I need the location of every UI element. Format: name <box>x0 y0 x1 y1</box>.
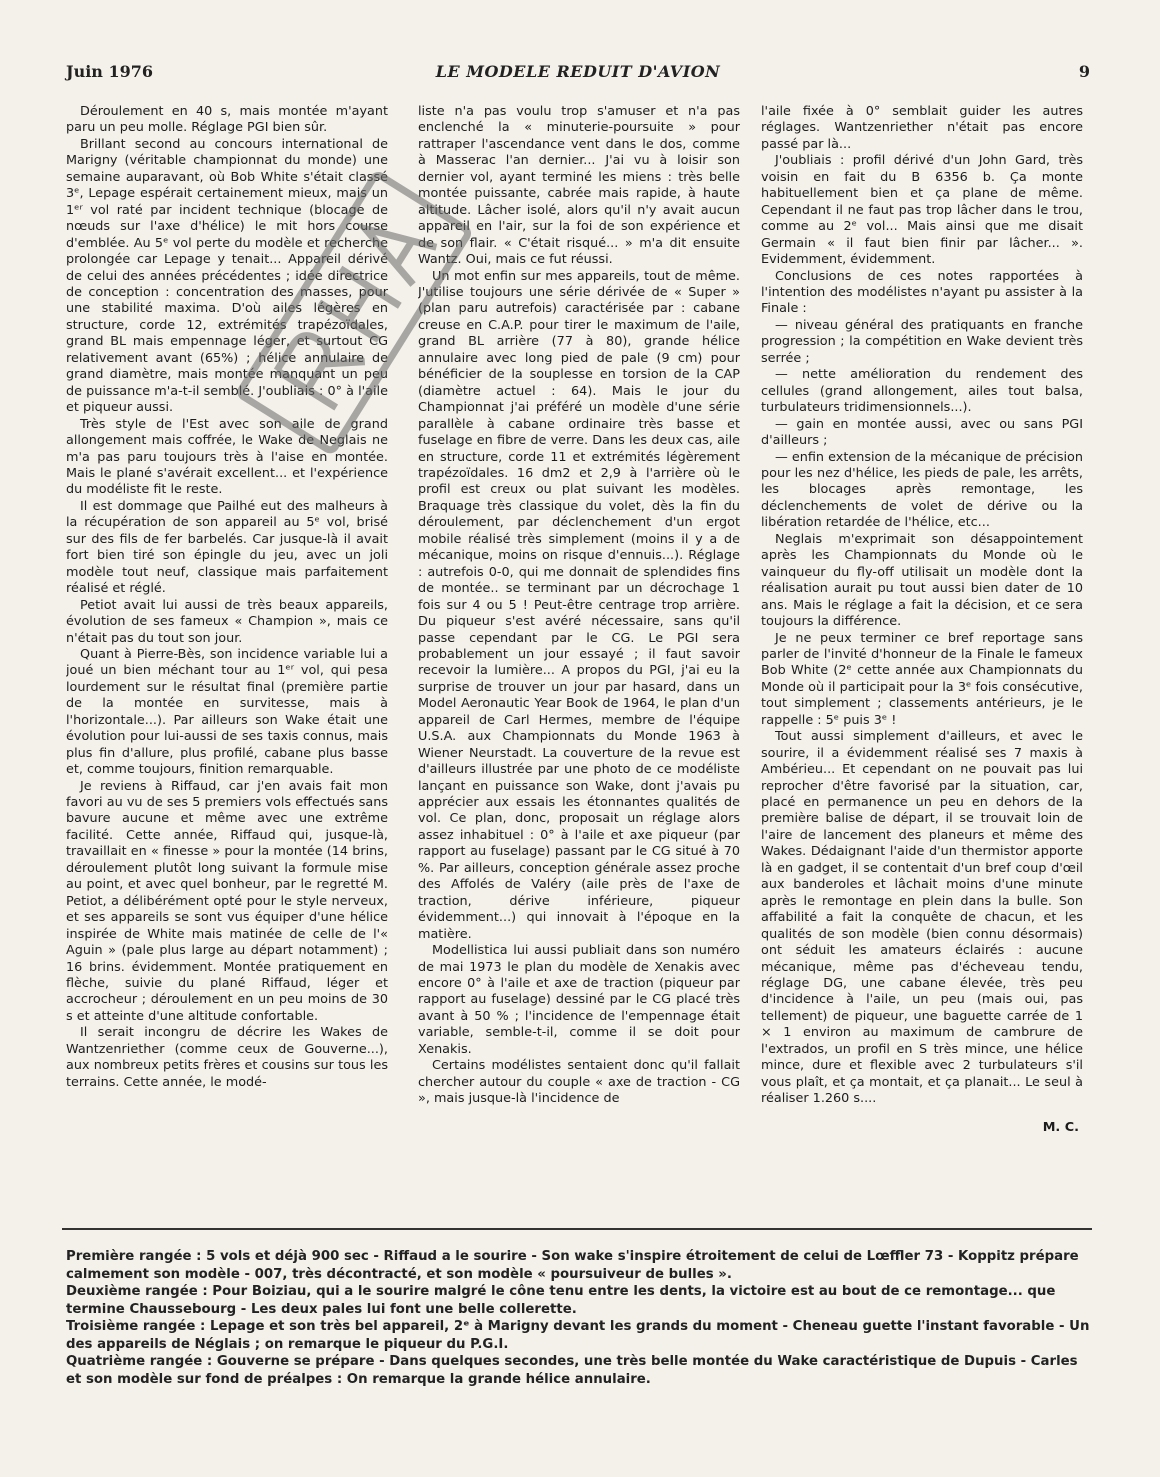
paragraph: Je ne peux terminer ce bref reportage sans parler de l'invité d'honneur de la Finale le fameux Bob White (2ᵉ cette année aux Championnats du Monde où il participait pour la 3ᵉ fois consécutive, tout simplement ; classements antérieurs, je le rappelle : 5ᵉ puis 3ᵉ ! <box>761 630 1083 728</box>
page-number: 9 <box>1078 62 1090 81</box>
paragraph: Modellistica lui aussi publiait dans son numéro de mai 1973 le plan du modèle de Xenakis avec encore 0° à l'aile et axe de traction (piqueur par rapport au fuselage) dessiné par le CG placé très avant à 50 % ; l'incidence de l'empennage était variable, semble-t-il, comme il se doit pour Xenakis. <box>418 943 740 1057</box>
paragraph: Brillant second au concours international de Marigny (véritable championnat du monde) une semaine auparavant, où Bob White s'était classé 3ᵉ, Lepage espérait certainement mieux, mais un 1ᵉʳ vol raté par incident technique (blocage de nœuds sur l'axe d'hélice) le mit hors course d'emblée. Au 5ᵉ vol perte du modèle et recherche prolongée car Lepage y tenait... Appareil dérivé de celui des années précédentes ; idée directrice de conception : concentration des masses, pour une stabilité maxima. D'où ailes légères en structure, corde 12, extrémités trapézoïdales, grand BL mais empennage léger, et surtout CG relativement avant (65%) ; hélice annulaire de grand diamètre, mais montée manquant un peu de puissance m'a-t-il semblé. J'oubliais : 0° à l'aile et piqueur aussi. <box>66 136 388 416</box>
page-header <box>66 62 1090 86</box>
paragraph: — niveau général des pratiquants en franche progression ; la compétition en Wake devient très serrée ; <box>761 317 1083 366</box>
paragraph: — nette amélioration du rendement des cellules (grand allongement, ailes tout balsa, turbulateurs tridimensionnels...). <box>761 367 1083 416</box>
caption-divider <box>62 1228 1092 1230</box>
paragraph: Il serait incongru de décrire les Wakes de Wantzenriether (comme ceux de Gouverne...), aux nombreux petits frères et cousins sur tous les terrains. Cette année, le modé- <box>66 1025 388 1090</box>
paragraph: — gain en montée aussi, avec ou sans PGI d'ailleurs ; <box>761 416 1083 449</box>
author-signature: M. C. <box>1042 1119 1079 1135</box>
paragraph: Certains modélistes sentaient donc qu'il fallait chercher autour du couple « axe de traction - CG », mais jusque-là l'incidence de <box>418 1058 740 1107</box>
photo-captions <box>66 1248 1096 1388</box>
paragraph: Quant à Pierre-Bès, son incidence variable lui a joué un bien méchant tour au 1ᵉʳ vol, qui pesa lourdement sur le résultat final (première partie de la montée en survitesse, mais à l'horizontale...). Par ailleurs son Wake était une évolution pour lui-aussi de ses taxis connus, mais plus fin d'allure, plus profilé, cabane plus basse et, comme toujours, finition remarquable. <box>66 646 388 778</box>
paragraph: Très style de l'Est avec son aile de grand allongement mais coffrée, le Wake de Neglais ne m'a pas paru toujours très à l'aise en montée. Mais le plané s'avérait excellent... et l'expérience du modéliste fit le reste. <box>66 416 388 498</box>
paragraph: Déroulement en 40 s, mais montée m'ayant paru un peu molle. Réglage PGI bien sûr. <box>66 104 388 136</box>
paragraph: Conclusions de ces notes rapportées à l'intention des modélistes n'ayant pu assister à la Finale : <box>761 268 1083 317</box>
caption-row-4: Quatrième rangée : Gouverne se prépare - Dans quelques secondes, une très belle montée du Wake caractéristique de Dupuis - Carles et son modèle sur fond de préalpes : On remarque la grande hélice annulaire. <box>66 1354 1078 1387</box>
caption-row-2: Deuxième rangée : Pour Boiziau, qui a le sourire malgré le cône tenu entre les dents, la victoire est au bout de ce remontage... que termine Chaussebourg - Les deux pales lui font une belle collerette. <box>66 1284 1056 1317</box>
issue-date: Juin 1976 <box>66 62 154 81</box>
paragraph: Neglais m'exprimait son désappointement après les Championnats du Monde où le vainqueur du fly-off utilisait un modèle dont la réalisation aurait pu tout aussi bien dater de 10 ans. Mais le réglage a fait la décision, et ce sera toujours la différence. <box>761 531 1083 630</box>
paragraph: l'aile fixée à 0° semblait guider les autres réglages. Wantzenriether n'était pas encore passé par là... <box>761 104 1083 152</box>
paragraph: Petiot avait lui aussi de très beaux appareils, évolution de ses fameux « Champion », mais ce n'était pas du tout son jour. <box>66 597 388 646</box>
paragraph: Un mot enfin sur mes appareils, tout de même. J'utilise toujours une série dérivée de « Super » (plan paru autrefois) caractérisée par : cabane creuse en C.A.P. pour tirer le maximum de l'aile, grand BL arrière (77 à 80), grande hélice annulaire avec long pied de pale (9 cm) pour bénéficier de la souplesse en torsion de la CAP (diamètre actuel : 64). Mais le jour du Championnat j'ai préféré un modèle d'une série parallèle à cabane ordinaire très basse et fuselage en fibre de verre. Dans les deux cas, aile en structure, corde 11 et extrémités légèrement trapézoïdales. 16 dm2 et 2,9 à l'arrière où le profil est creux ou plat suivant les modèles. Braquage très classique du volet, dès la fin du déroulement, par déclenchement d'un ergot mobile réalisé très simplement (moins il y a de mécanique, moins on risque d'ennuis...). Réglage : autrefois 0-0, qui me donnait de splendides fins de montée.. se terminant par un décrochage 1 fois sur 4 ou 5 ! Peut-être centrage trop arrière. Du piqueur s'est avéré nécessaire, sans qu'il passe cependant par le CG. Le PGI sera probablement un jour essayé ; il faut savoir recevoir la lumière... A propos du PGI, j'ai eu la surprise de trouver un jour par hasard, dans un Model Aeronautic Year Book de 1964, le plan d'un appareil de Carl Hermes, membre de l'équipe U.S.A. aux Championnats du Monde 1963 à Wiener Neurstadt. La couverture de la revue est d'ailleurs illustrée par une photo de ce modéliste lançant en puissance son Wake, dont j'avais pu apprécier aux essais les étonnantes qualités de vol. Ce plan, donc, proposait un réglage alors assez inhabituel : 0° à l'aile et axe piqueur (par rapport au fuselage) passant par le CG situé à 70 %. Par ailleurs, conception générale assez proche des Affolés de Valéry (aile près de l'axe de traction, dérive inférieure, piqueur évidemment...) qui innovait à l'époque en la matière. <box>418 268 740 942</box>
paragraph: liste n'a pas voulu trop s'amuser et n'a pas enclenché la « minuterie-poursuite » pour rattraper l'ascendance vent dans le dos, comme à Masserac l'an dernier... J'ai vu à loisir son dernier vol, ayant terminé les miens : très belle montée puissante, cabrée mais rapide, à haute altitude. Lâcher isolé, alors qu'il n'y avait aucun appareil en l'air, sur la foi de son expérience et de son flair. « C'était risqué... » m'a dit ensuite Wantz. Oui, mais ce fut réussi. <box>418 104 740 268</box>
paragraph: Je reviens à Riffaud, car j'en avais fait mon favori au vu de ses 5 premiers vols effectués sans bavure aucune et même avec une extrême facilité. Cette année, Riffaud qui, jusque-là, travaillait en « finesse » pour la montée (14 brins, déroulement plutôt long suivant la formule mise au point, et avec quel bonheur, par le regretté M. Petiot, a délibérément opté pour le style nerveux, et ses appareils se sont vus équiper d'une hélice inspirée de White mais matinée de celle de l'« Aguin » (pale plus large au départ notamment) ; 16 brins. évidemment. Montée pratiquement en flèche, suivie du plané Riffaud, léger et accrocheur ; déroulement en un peu moins de 30 s et atteinte d'une altitude confortable. <box>66 778 388 1024</box>
article-column-2 <box>418 104 740 1216</box>
article-column-3 <box>761 104 1083 1216</box>
paragraph: Il est dommage que Pailhé eut des malheurs à la récupération de son appareil au 5ᵉ vol, brisé sur des fils de fer barbelés. Car jusque-là il avait fort bien tiré son épingle du jeu, avec un joli modèle tout neuf, classique mais parfaitement réalisé et réglé. <box>66 498 388 597</box>
paragraph: J'oubliais : profil dérivé d'un John Gard, très voisin en fait du B 6356 b. Ça monte habituellement bien et ça plane de même. Cependant il ne faut pas trop lâcher dans le trou, comme au 2ᵉ vol... Mais ainsi que me disait Germain « il faut bien finir par lâcher... ». Evidemment, évidemment. <box>761 153 1083 268</box>
caption-row-1: Première rangée : 5 vols et déjà 900 sec - Riffaud a le sourire - Son wake s'inspire étroitement de celui de Lœffler 73 - Koppitz prépare calmement son modèle - 007, très décontracté, et son modèle « poursuiveur de bulles ». <box>66 1249 1079 1282</box>
paragraph: Tout aussi simplement d'ailleurs, et avec le sourire, il a évidemment réalisé ses 7 maxis à Ambérieu... Et cependant on ne pouvait pas lui reprocher d'être favorisé par la situation, car, placé en permanence un peu en dehors de la première balise de départ, il se trouvait loin de l'aire de lancement des planeurs et même des Wakes. Dédaignant l'aide d'un thermistor apporte là en gadget, il se contentait d'un bref coup d'œil aux banderoles et lâchait moins d'une minute après le remontage en plein dans la bulle. Son affabilité a fait la conquête de chacun, et les qualités de son modèle (bien connu désormais) ont séduit les amateurs éclairés : aucune mécanique, même pas d'écheveau tendu, réglage DG, une cabane élevée, très peu d'incidence à l'aile, un peu (mais oui, pas tellement) de piqueur, une baguette carrée de 1 × 1 environ au maximum de cambrure de l'extrados, un profil en S très mince, une hélice mince, dure et flexible avec 2 turbulateurs s'il vous plaît, et ça montait, et ça planait... Le seul à réaliser 1.260 s.... <box>761 729 1083 1107</box>
paragraph: — enfin extension de la mécanique de précision pour les nez d'hélice, les pieds de pale, les arrêts, les blocages après remontage, les déclenchements de volet de dérive ou la libération retardée de l'hélice, etc... <box>761 449 1083 531</box>
article-column-1 <box>66 104 388 1216</box>
caption-row-3: Troisième rangée : Lepage et son très bel appareil, 2ᵉ à Marigny devant les grands du moment - Cheneau guette l'instant favorable - Un des appareils de Néglais ; on remarque le piqueur du P.G.I. <box>66 1319 1090 1352</box>
magazine-title: LE MODELE REDUIT D'AVION <box>435 62 721 81</box>
